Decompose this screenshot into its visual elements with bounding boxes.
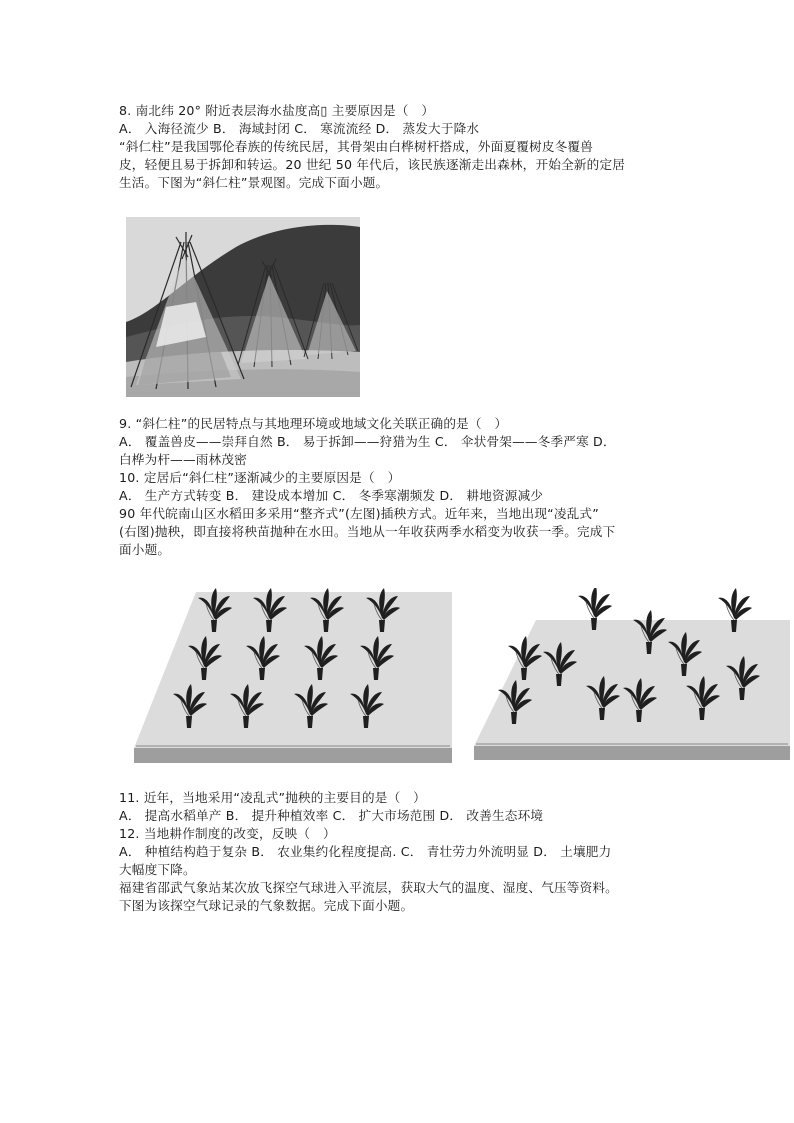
q9-stem: 9. “斜仁柱”的民居特点与其地理环境或地域文化关联正确的是（ ） (119, 416, 508, 431)
q11-stem: 11. 近年，当地采用“凌乱式”抛秧的主要目的是（ ） (119, 790, 426, 805)
intro2-line-1: 90 年代皖南山区水稻田多采用“整齐式”(左图)插秧方式。近年来，当地出现“凌乱式” (119, 506, 599, 521)
q11-options: A． 提高水稻单产 B． 提升种植效率 C． 扩大市场范围 D． 改善生态环境 (119, 808, 544, 823)
q8-options: A． 入海径流少 B． 海域封闭 C． 寒流流经 D． 蒸发大于降水 (119, 121, 480, 136)
random-throwing-figure (474, 588, 790, 770)
intro2-line-3: 面小题。 (119, 542, 171, 557)
q10-stem: 10. 定居后“斜仁柱”逐渐减少的主要原因是（ ） (119, 470, 401, 485)
intro3-line-1: 福建省邵武气象站某次放飞探空气球进入平流层，获取大气的温度、湿度、气压等资料。 (119, 880, 618, 895)
xierenzhu-photo (126, 217, 360, 397)
orderly-planting-figure (134, 588, 454, 770)
q9-options-line-2: 白桦为杆——雨林茂密 (119, 452, 247, 467)
q10-options: A． 生产方式转变 B． 建设成本增加 C． 冬季寒潮频发 D． 耕地资源减少 (119, 488, 544, 503)
q12-options-line-2: 大幅度下降。 (119, 862, 196, 877)
q9-options-line-1: A． 覆盖兽皮——崇拜自然 B． 易于拆卸——狩猎为生 C． 伞状骨架——冬季严寒 D． (119, 434, 616, 449)
q8-stem: 8. 南北纬 20° 附近表层海水盐度高▯ 主要原因是（ ） (119, 103, 435, 118)
intro1-line-3: 生活。下图为“斜仁柱”景观图。完成下面小题。 (119, 175, 389, 190)
intro2-line-2: (右图)抛秧，即直接将秧苗抛种在水田。当地从一年收获两季水稻变为收获一季。完成下 (119, 524, 616, 539)
intro3-line-2: 下图为该探空气球记录的气象数据。完成下面小题。 (119, 898, 414, 913)
intro1-line-2: 皮，轻便且易于拆卸和转运。20 世纪 50 年代后，该民族逐渐走出森林，开始全新的定居 (119, 157, 626, 172)
intro1-line-1: “斜仁柱”是我国鄂伦春族的传统民居，其骨架由白桦树杆搭成，外面夏覆树皮冬覆兽 (119, 139, 594, 154)
q12-stem: 12. 当地耕作制度的改变，反映（ ） (119, 826, 336, 841)
q12-options-line-1: A． 种植结构趋于复杂 B． 农业集约化程度提高. C． 青壮劳力外流明显 D． 土壤肥力 (119, 844, 612, 859)
